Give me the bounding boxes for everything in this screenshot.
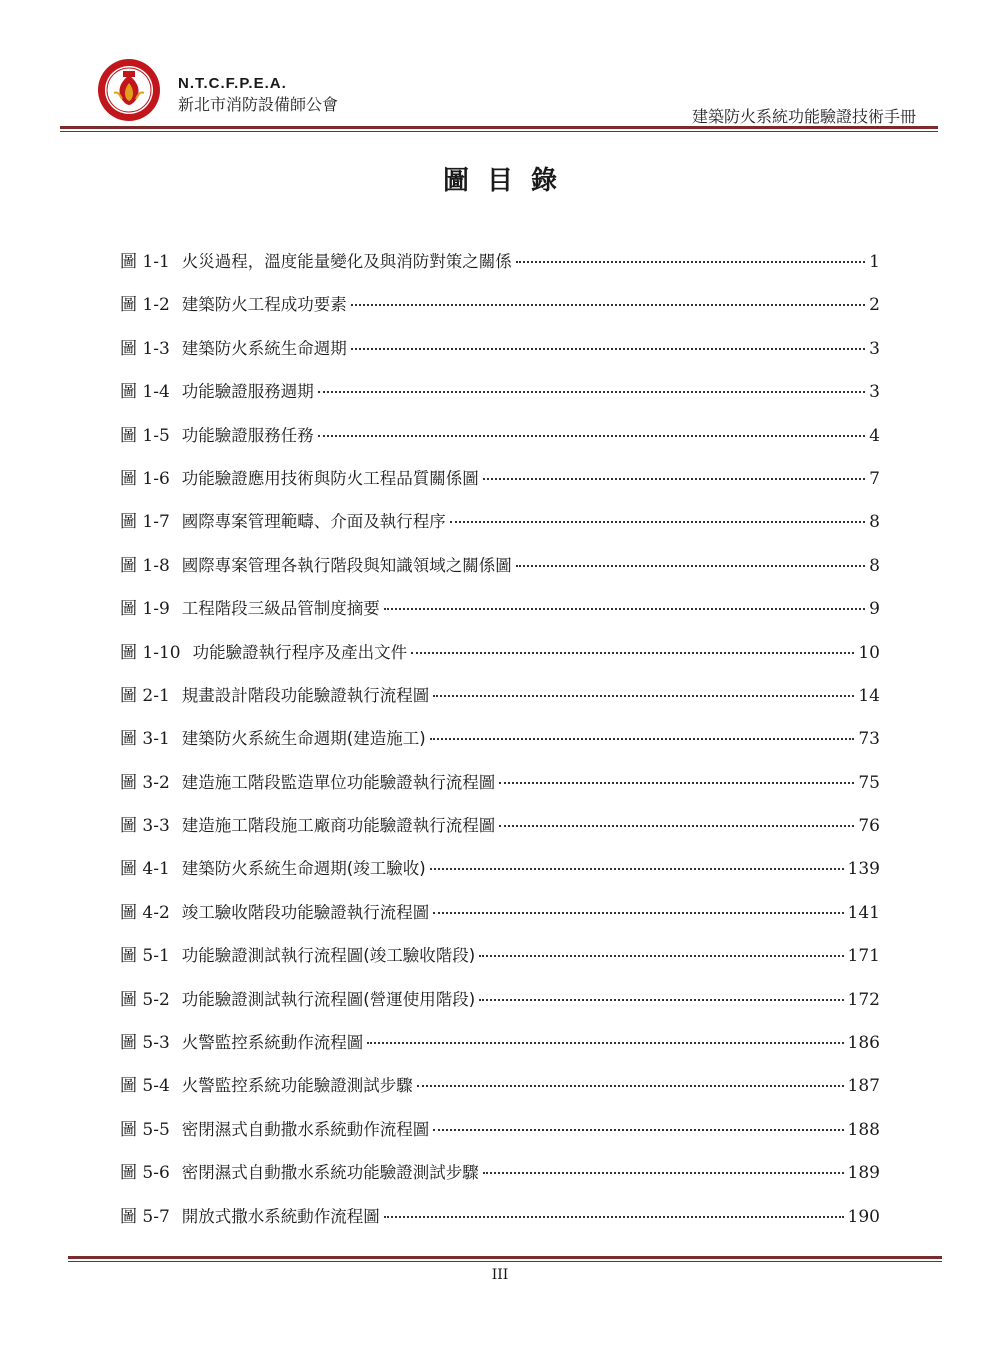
toc-entry[interactable] [120, 978, 880, 1021]
toc-figure-title: 國際專案管理範疇、介面及執行程序 [181, 512, 446, 532]
toc-leader-dots [483, 461, 865, 480]
toc-figure-title: 建築防火系統生命週期 [181, 338, 347, 358]
toc-leader-dots [430, 721, 855, 740]
toc-entry[interactable] [120, 587, 880, 630]
toc-entry[interactable] [120, 1021, 880, 1064]
toc-page-number: 1 [869, 252, 880, 272]
toc-page-number: 73 [858, 729, 880, 750]
toc-leader-dots [417, 1068, 844, 1087]
toc-figure-number: 圖 5-1 [120, 946, 170, 967]
toc-leader-dots [516, 548, 865, 567]
toc-figure-number: 圖 1-2 [120, 295, 170, 316]
toc-figure-number: 圖 3-1 [120, 729, 170, 750]
manual-title: 建築防火系統功能驗證技術手冊 [691, 107, 916, 126]
toc-entry[interactable] [120, 1151, 880, 1194]
toc-page-number: 172 [847, 989, 880, 1010]
toc-page-number: 189 [847, 1163, 880, 1184]
toc-figure-title: 密閉濕式自動撒水系統動作流程圖 [181, 1119, 430, 1139]
toc-leader-dots [318, 418, 865, 437]
toc-leader-dots [479, 938, 843, 957]
toc-figure-number: 圖 1-6 [120, 468, 170, 489]
figure-list [120, 240, 880, 1238]
toc-leader-dots [450, 504, 865, 523]
toc-page-number: 190 [847, 1206, 880, 1227]
toc-entry[interactable] [120, 327, 880, 370]
toc-figure-number: 圖 4-2 [120, 902, 170, 923]
toc-figure-number: 圖 1-7 [120, 512, 170, 533]
toc-leader-dots [479, 982, 843, 1001]
toc-figure-title: 規畫設計階段功能驗證執行流程圖 [181, 685, 430, 705]
toc-figure-number: 圖 5-3 [120, 1033, 170, 1054]
toc-entry[interactable] [120, 457, 880, 500]
toc-leader-dots [499, 808, 854, 827]
toc-figure-title: 工程階段三級品管制度摘要 [181, 599, 380, 619]
toc-figure-title: 建築防火系統生命週期(竣工驗收) [181, 859, 426, 879]
toc-entry[interactable] [120, 414, 880, 457]
toc-page-number: 3 [869, 382, 880, 403]
toc-figure-title: 開放式撒水系統動作流程圖 [181, 1206, 380, 1226]
toc-figure-number: 圖 5-6 [120, 1163, 170, 1184]
footer-rule [68, 1256, 942, 1259]
toc-entry[interactable] [120, 1108, 880, 1151]
organization-name-en: N.T.C.F.P.E.A. [178, 75, 287, 92]
toc-leader-dots [318, 374, 865, 393]
association-seal-icon [96, 57, 162, 123]
toc-leader-dots [516, 244, 865, 263]
toc-page-number: 7 [869, 468, 880, 489]
toc-leader-dots [433, 1112, 843, 1131]
organization-name-zh: 新北市消防設備師公會 [178, 95, 339, 114]
toc-leader-dots [433, 895, 843, 914]
toc-leader-dots [384, 591, 865, 610]
toc-entry[interactable] [120, 761, 880, 804]
toc-figure-title: 功能驗證服務週期 [181, 382, 314, 402]
toc-figure-title: 功能驗證測試執行流程圖(竣工驗收階段) [181, 946, 476, 966]
toc-figure-title: 功能驗證服務任務 [181, 425, 314, 445]
toc-figure-title: 建築防火系統生命週期(建造施工) [181, 729, 426, 749]
toc-leader-dots [351, 287, 865, 306]
toc-figure-number: 圖 1-10 [120, 642, 181, 663]
toc-figure-number: 圖 3-3 [120, 816, 170, 837]
toc-entry[interactable] [120, 934, 880, 977]
toc-entry[interactable] [120, 1195, 880, 1238]
toc-page-number: 187 [847, 1076, 880, 1097]
toc-figure-title: 功能驗證執行程序及產出文件 [192, 642, 408, 662]
toc-figure-title: 功能驗證應用技術與防火工程品質關係圖 [181, 468, 479, 488]
toc-entry[interactable] [120, 804, 880, 847]
toc-leader-dots [351, 331, 865, 350]
toc-figure-title: 火警監控系統動作流程圖 [181, 1033, 364, 1053]
toc-figure-number: 圖 5-7 [120, 1206, 170, 1227]
toc-page-number: 4 [869, 425, 880, 446]
toc-page-number: 14 [858, 685, 880, 706]
page-header [0, 0, 1000, 140]
toc-page-number: 188 [847, 1119, 880, 1140]
toc-figure-number: 圖 1-8 [120, 555, 170, 576]
page-number: III [491, 1267, 509, 1283]
toc-page-number: 8 [869, 555, 880, 576]
toc-figure-number: 圖 5-4 [120, 1076, 170, 1097]
toc-entry[interactable] [120, 1064, 880, 1107]
footer-rule-thin [68, 1261, 942, 1262]
toc-figure-title: 竣工驗收階段功能驗證執行流程圖 [181, 902, 430, 922]
toc-figure-title: 建造施工階段監造單位功能驗證執行流程圖 [181, 772, 496, 792]
toc-entry[interactable] [120, 500, 880, 543]
toc-figure-number: 圖 3-2 [120, 772, 170, 793]
toc-leader-dots [411, 635, 854, 654]
page-title: 圖目錄 [442, 166, 575, 196]
toc-page-number: 8 [869, 512, 880, 533]
toc-figure-number: 圖 1-4 [120, 382, 170, 403]
toc-page-number: 76 [858, 816, 880, 837]
toc-page-number: 139 [847, 859, 880, 880]
toc-leader-dots [433, 678, 854, 697]
toc-entry[interactable] [120, 891, 880, 934]
toc-figure-title: 火警監控系統功能驗證測試步驟 [181, 1076, 413, 1096]
toc-figure-title: 密閉濕式自動撒水系統功能驗證測試步驟 [181, 1163, 479, 1183]
toc-figure-number: 圖 1-5 [120, 425, 170, 446]
toc-entry[interactable] [120, 717, 880, 760]
header-rule [60, 126, 938, 129]
toc-figure-number: 圖 1-9 [120, 599, 170, 620]
toc-figure-number: 圖 2-1 [120, 685, 170, 706]
toc-leader-dots [483, 1155, 844, 1174]
toc-entry[interactable] [120, 283, 880, 326]
toc-entry[interactable] [120, 631, 880, 674]
toc-leader-dots [367, 1025, 843, 1044]
toc-figure-number: 圖 5-2 [120, 989, 170, 1010]
toc-entry[interactable] [120, 544, 880, 587]
toc-page-number: 9 [869, 599, 880, 620]
header-rule-thin [60, 131, 938, 132]
toc-figure-number: 圖 1-3 [120, 338, 170, 359]
toc-page-number: 141 [847, 902, 880, 923]
toc-page-number: 2 [869, 295, 880, 316]
toc-page-number: 3 [869, 338, 880, 359]
toc-leader-dots [499, 765, 854, 784]
organization-name [178, 74, 338, 116]
toc-figure-number: 圖 4-1 [120, 859, 170, 880]
toc-leader-dots [430, 851, 844, 870]
toc-page-number: 171 [847, 946, 880, 967]
toc-page-number: 186 [847, 1033, 880, 1054]
toc-figure-title: 國際專案管理各執行階段與知識領域之關係圖 [181, 555, 512, 575]
toc-figure-title: 火災過程，溫度能量變化及與消防對策之關係 [181, 252, 512, 271]
toc-entry[interactable] [120, 370, 880, 413]
toc-entry[interactable] [120, 847, 880, 890]
toc-entry[interactable] [120, 674, 880, 717]
toc-figure-title: 建築防火工程成功要素 [181, 295, 347, 315]
toc-entry[interactable] [120, 240, 880, 283]
toc-page-number: 10 [858, 642, 880, 663]
toc-figure-number: 圖 1-1 [120, 252, 170, 272]
toc-figure-number: 圖 5-5 [120, 1119, 170, 1140]
toc-page-number: 75 [858, 772, 880, 793]
toc-leader-dots [384, 1199, 844, 1218]
toc-figure-title: 功能驗證測試執行流程圖(營運使用階段) [181, 989, 476, 1009]
toc-figure-title: 建造施工階段施工廠商功能驗證執行流程圖 [181, 816, 496, 836]
